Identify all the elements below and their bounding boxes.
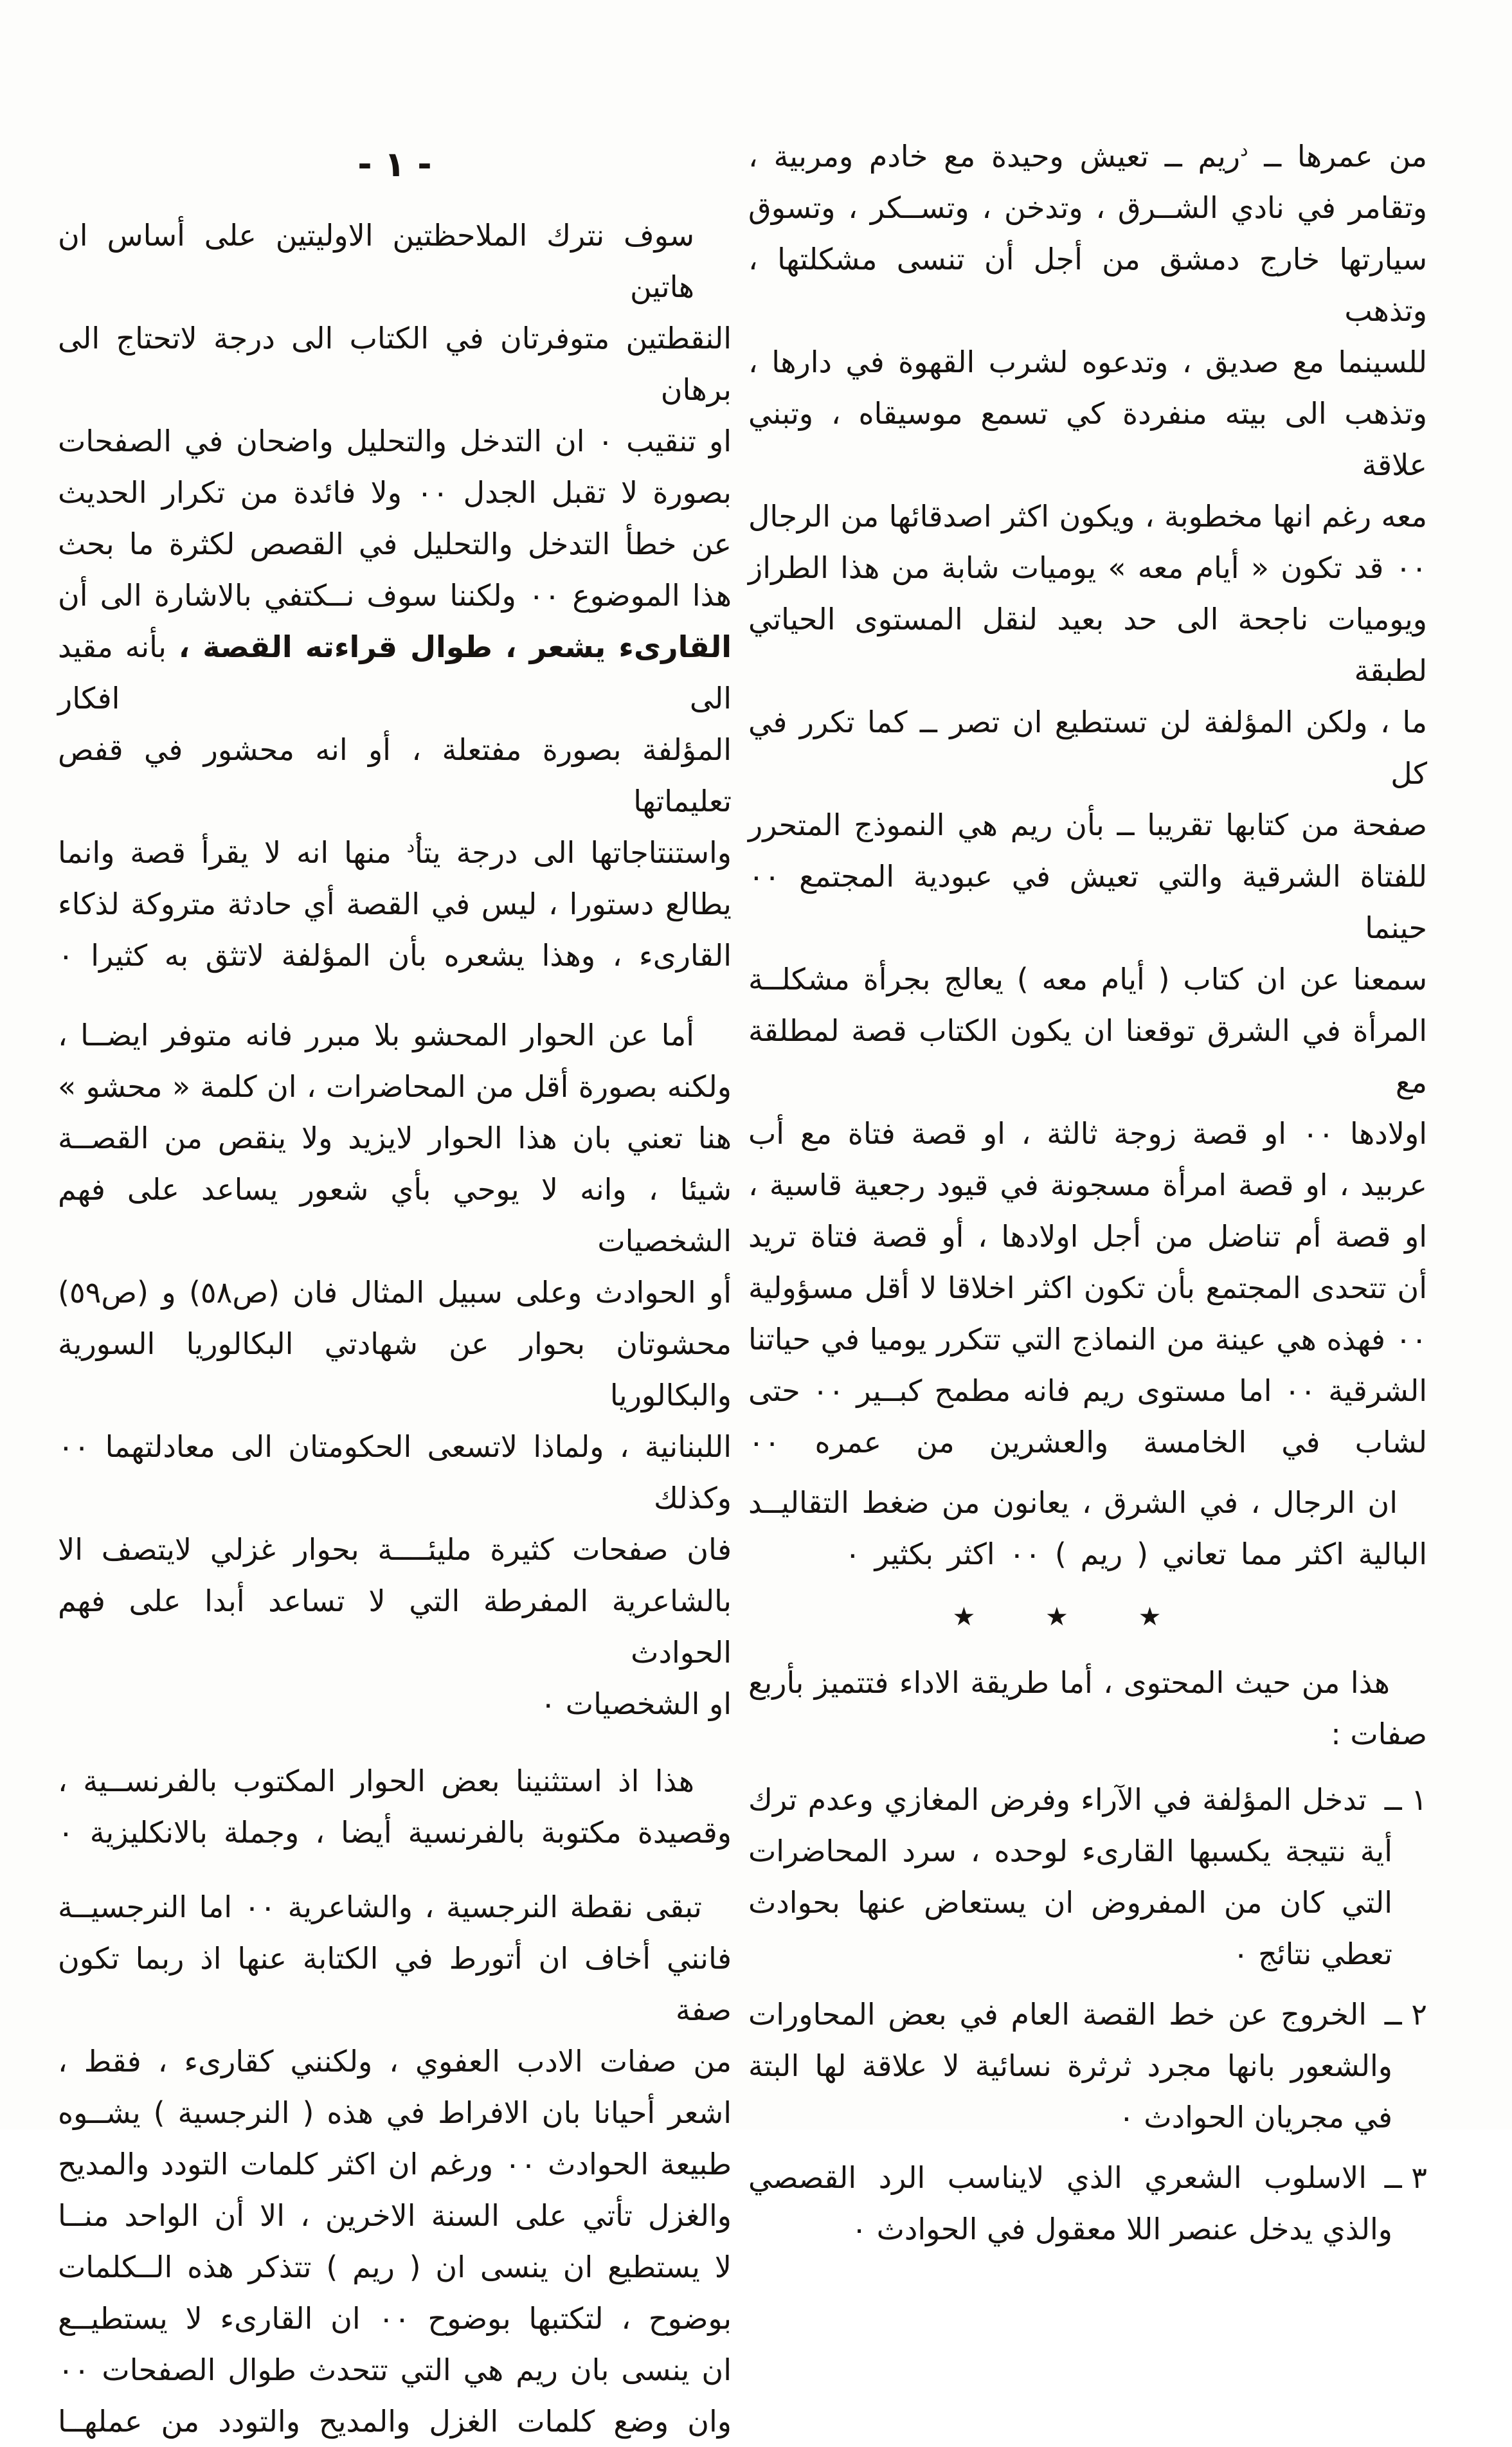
paragraph-men-in-east	[748, 1477, 1427, 1580]
text-line: من صفات الادب العفوي ، ولكنني كقارىء ، فقط ،	[58, 2044, 732, 2079]
text-line: هذا الموضوع ٠٠ ولكننا سوف نــكتفي بالاشارة الى أن	[58, 578, 732, 613]
text-line: او تنقيب ٠ ان التدخل والتحليل واضحان في الصفحات	[58, 424, 732, 458]
text-line: ان ينسى بان ريم هي التي تتحدث طوال الصفحات ٠٠	[58, 2352, 732, 2387]
list-item-number: ٢ ــ	[1384, 1997, 1427, 2032]
text-line: وتذهب الى بيته منفردة كي تسمع موسيقاه ، وتبني علاقة	[748, 396, 1427, 482]
text-line: وان وضع كلمات الغزل والمديح والتودد من عملهــا	[58, 2404, 732, 2439]
text-line: ولكنه بصورة أقل من المحاضرات ، ان كلمة « محشو »	[58, 1069, 732, 1104]
text-line: او قصة أم تناضل من أجل اولادها ، أو قصة فتاة تريد	[748, 1219, 1427, 1254]
left-column	[58, 141, 732, 2447]
text-line: البالية اكثر مما تعاني ( ريم ) ٠٠ اكثر بكثير ٠	[845, 1537, 1427, 1571]
raised-dal-artifact: د	[1240, 139, 1248, 161]
text-line: صفحة من كتابها تقريبا ــ بأن ريم هي النموذج المتحرر	[748, 808, 1427, 842]
list-item-3	[748, 2152, 1427, 2255]
raised-dal-artifact: ُد	[406, 835, 415, 857]
line-rest: بأنه مقيد الى افكار	[58, 629, 732, 716]
list-item-text	[748, 1774, 1392, 1980]
text-line	[58, 827, 732, 878]
text-line: اشعر أحيانا بان الافراط في هذه ( النرجسية ) يشــوه	[58, 2095, 732, 2130]
text-line: شيئا ، وانه لا يوحي بأي شعور يساعد على فهم الشخصيات	[58, 1172, 732, 1258]
text-line: للفتاة الشرقية والتي تعيش في عبودية المجتمع ٠٠ حينما	[748, 859, 1427, 945]
text-line: ما ، ولكن المؤلفة لن تستطيع ان تصر ــ كما تكرر في كل	[748, 705, 1427, 791]
text-line: ويوميات ناجحة الى حد بعيد لنقل المستوى الحياتي لطبقة	[748, 602, 1427, 688]
page-number: - ١ -	[357, 144, 432, 185]
text-line: أن تتحدى المجتمع بأن تكون اكثر اخلاقا لا أقل مسؤولية	[748, 1270, 1427, 1305]
numbered-list	[748, 1774, 1427, 2255]
text-line	[748, 131, 1427, 182]
paragraph-rim-description	[748, 131, 1427, 1468]
text-line: سوف نترك الملاحظتين الاوليتين على أساس ان هاتين	[58, 218, 694, 304]
text-line: عن خطأ التدخل والتحليل في القصص لكثرة ما بحث	[58, 527, 732, 561]
text-line: في مجريان الحوادث ٠	[1118, 2100, 1392, 2135]
list-item-number: ١ ــ	[1384, 1782, 1427, 1817]
text-line: معه رغم انها مخطوبة ، ويكون اكثر اصدقائها من الرجال	[748, 499, 1427, 534]
text-line: تعطي نتائج ٠	[1232, 1937, 1392, 1971]
text-line: أما عن الحوار المحشو بلا مبرر فانه متوفر ايضــا ،	[58, 1018, 694, 1052]
paragraph-two-remarks	[58, 210, 732, 981]
text-line: بوضوح ، لتكتبها بوضوح ٠٠ ان القارىء لا يستطيــع	[58, 2301, 732, 2336]
text-line: والذي يدخل عنصر اللا معقول في الحوادث ٠	[851, 2212, 1392, 2246]
list-item-1	[748, 1774, 1427, 1980]
line-start: واستنتاجاتها الى درجة يتأ	[415, 835, 732, 870]
text-line: الخروج عن خط القصة العام في بعض المحاورات	[748, 1997, 1367, 2032]
text-line: او الشخصيات ٠	[540, 1686, 732, 1721]
text-line: ان الرجال ، في الشرق ، يعانون من ضغط التقاليــد	[748, 1485, 1398, 1520]
text-line: ٠٠ قد تكون « أيام معه » يوميات شابة من هذا الطراز	[748, 550, 1427, 585]
paragraph-french-dialogue	[58, 1755, 732, 1858]
text-line: الاسلوب الشعري الذي لايناسب الرد القصصي	[748, 2160, 1367, 2195]
text-line: لشاب في الخامسة والعشرين من عمره ٠٠	[748, 1425, 1427, 1459]
text-line: المرأة في الشرق توقعنا ان يكون الكتاب قصة لمطلقة مع	[748, 1013, 1427, 1099]
text-line: وقصيدة مكتوبة بالفرنسية أيضا ، وجملة بالانكليزية ٠	[58, 1815, 732, 1850]
paragraph-narcissism	[58, 1881, 732, 2447]
text-line: فان صفحات كثيرة مليئــــة بحوار غزلي لايتصف الا	[58, 1532, 732, 1567]
text-line: أو الحوادث وعلى سبيل المثال فان (ص٥٨) و (ص٥٩)	[58, 1275, 732, 1310]
list-item-text	[748, 2152, 1392, 2255]
text-line: اللبنانية ، ولماذا لاتسعى الحكومتان الى معادلتهما ٠٠ وكذلك	[58, 1429, 732, 1515]
text-line: ٠٠ فهذه هي عينة من النماذج التي تتكرر يوميا في حياتنا	[748, 1322, 1427, 1357]
text-line: محشوتان بحوار عن شهادتي البكالوريا السورية والبكالوريا	[58, 1326, 732, 1413]
text-line: تدخل المؤلفة في الآراء وفرض المغازي وعدم ترك	[748, 1782, 1367, 1817]
bold-run: القارىء يشعر ، طوال قراءته القصة ،	[178, 629, 732, 664]
text-line: هذا من حيث المحتوى ، أما طريقة الاداء فتتميز بأربع	[748, 1665, 1390, 1700]
text-line: الشرقية ٠٠ اما مستوى ريم فانه مطمح كبــير ٠٠ حتى	[748, 1373, 1428, 1408]
text-line: صفات :	[1331, 1717, 1427, 1751]
text-line: عربيد ، او قصة امرأة مسجونة في قيود رجعية قاسية ،	[748, 1168, 1427, 1202]
text-line: سيارتها خارج دمشق من أجل أن تنسى مشكلتها ، وتذهب	[748, 242, 1427, 328]
line-rest: ريم ــ تعيش وحيدة مع خادم ومربية ،	[748, 139, 1241, 174]
text-line: لا يستطيع ان ينسى ان ( ريم ) تتذكر هذه الــكلمات	[58, 2250, 732, 2284]
right-column	[748, 131, 1427, 2264]
text-line: يطالع دستورا ، ليس في القصة أي حادثة متروكة لذكاء	[58, 887, 732, 921]
text-line: سمعنا عن ان كتاب ( أيام معه ) يعالج بجرأة مشكلــة	[748, 962, 1427, 997]
paragraph-content-vs-style	[748, 1657, 1427, 1760]
text-line	[58, 621, 732, 724]
text-line: هنا تعني بان هذا الحوار لايزيد ولا ينقص من القصــة	[58, 1121, 732, 1155]
text-line: التي كان من المفروض ان يستعاض عنها بحوادث	[748, 1885, 1392, 1920]
text-line: بالشاعرية المفرطة التي لا تساعد أبدا على فهم الحوادث	[58, 1584, 732, 1670]
text-line: هذا اذ استثنينا بعض الحوار المكتوب بالفرنســية ،	[58, 1764, 694, 1798]
list-item-2	[748, 1989, 1427, 2143]
text-line: وتقامر في نادي الشــرق ، وتدخن ، وتســكر ، وتسوق	[748, 190, 1427, 225]
text-line: القارىء ، وهذا يشعره بأن المؤلفة لاتثق به كثيرا ٠	[58, 938, 732, 973]
text-line: طبيعة الحوادث ٠٠ ورغم ان اكثر كلمات التودد والمديح	[58, 2147, 732, 2181]
text-line: النقطتين متوفرتان في الكتاب الى درجة لاتحتاج الى برهان	[58, 321, 732, 407]
text-line: اولادها ٠٠ او قصة زوجة ثالثة ، او قصة فتاة مع أب	[748, 1116, 1427, 1151]
text-line: للسينما مع صديق ، وتدعوه لشرب القهوة في دارها ،	[748, 345, 1427, 379]
text-line: المؤلفة بصورة مفتعلة ، أو انه محشور في قفص تعليماتها	[58, 732, 732, 818]
text-line: والغزل تأتي على السنة الاخرين ، الا أن الواحد منــا	[58, 2198, 732, 2233]
text-line: أية نتيجة يكسبها القارىء لوحده ، سرد المحاضرات	[748, 1834, 1392, 1868]
line-start: من عمرها ــ	[1248, 139, 1428, 174]
line-rest: منها انه لا يقرأ قصة وانما	[58, 835, 407, 870]
text-line: تبقى نقطة النرجسية ، والشاعرية ٠٠ اما النرجسيــة	[58, 1890, 702, 1924]
paragraph-stuffed-dialogue	[58, 1009, 732, 1729]
list-item-number: ٣ ــ	[1384, 2160, 1427, 2195]
text-line: والشعور بانها مجرد ثرثرة نسائية لا علاقة لها البتة	[748, 2048, 1392, 2083]
text-line: بصورة لا تقبل الجدل ٠٠ ولا فائدة من تكرار الحديث	[58, 475, 732, 510]
stars-separator: ★ ★ ★	[952, 1602, 1192, 1632]
list-item-text	[748, 1989, 1392, 2143]
text-line: فانني أخاف ان أتورط في الكتابة عنها اذ ربما تكون صفة	[58, 1941, 732, 2027]
